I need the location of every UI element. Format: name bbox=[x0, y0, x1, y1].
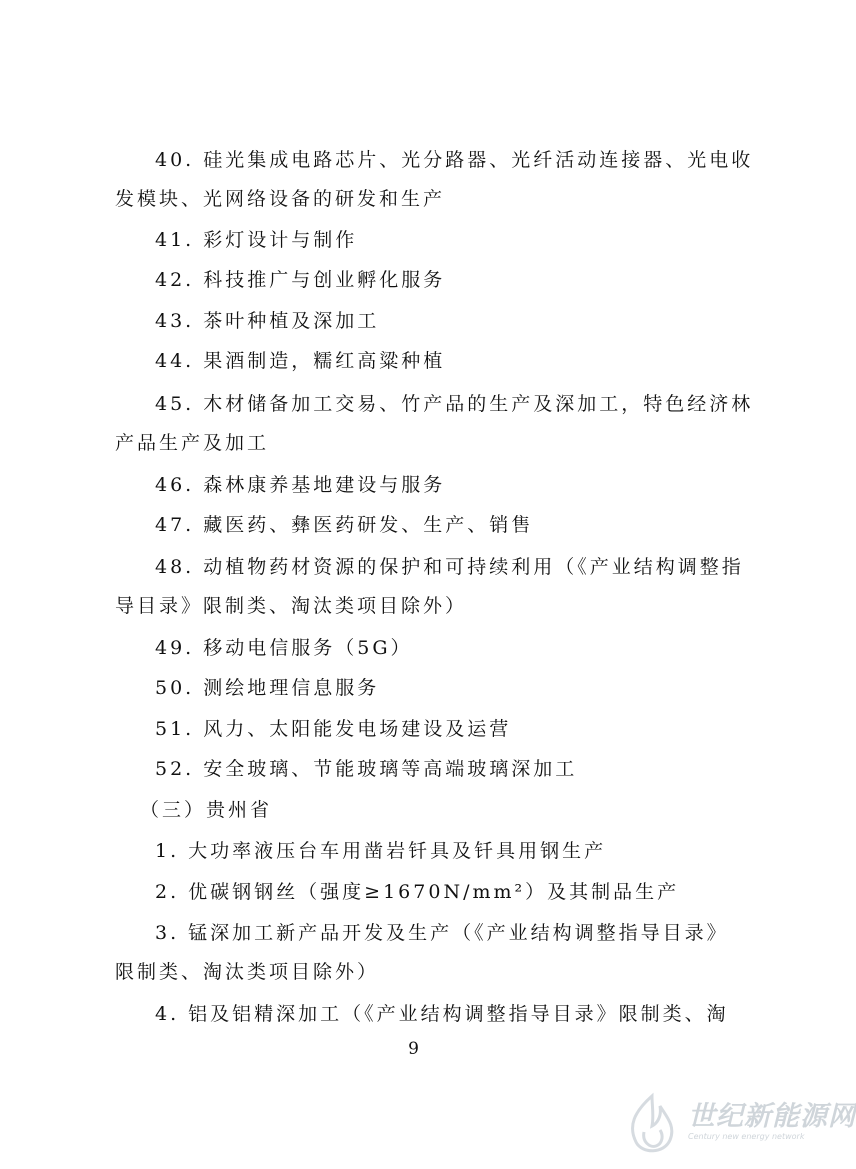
text-line: 4. 铝及铝精深加工（《产业结构调整指导目录》限制类、淘 bbox=[155, 1003, 729, 1025]
page-number: 9 bbox=[408, 1039, 419, 1059]
watermark-logo-subtext: Century new energy network bbox=[688, 1132, 805, 1141]
text-line: 2. 优碳钢钢丝（强度≥1670N/mm²）及其制品生产 bbox=[155, 881, 680, 903]
section-heading: （三）贵州省 bbox=[140, 799, 273, 821]
text-line: 52. 安全玻璃、节能玻璃等高端玻璃深加工 bbox=[155, 758, 578, 780]
text-line: 40. 硅光集成电路芯片、光分路器、光纤活动连接器、光电收 bbox=[155, 149, 754, 171]
flame-logo-icon bbox=[622, 1092, 682, 1158]
text-line: 48. 动植物药材资源的保护和可持续利用（《产业结构调整指 bbox=[155, 556, 744, 578]
watermark bbox=[622, 1092, 856, 1158]
text-line: 41. 彩灯设计与制作 bbox=[155, 229, 358, 251]
text-line: 发模块、光网络设备的研发和生产 bbox=[115, 188, 446, 210]
text-line: 1. 大功率液压台车用凿岩钎具及钎具用钢生产 bbox=[155, 840, 607, 862]
text-line: 导目录》限制类、淘汰类项目除外） bbox=[115, 595, 468, 617]
text-line: 50. 测绘地理信息服务 bbox=[155, 677, 380, 699]
text-line: 43. 茶叶种植及深加工 bbox=[155, 310, 380, 332]
text-line: 49. 移动电信服务（5G） bbox=[155, 637, 413, 659]
watermark-logo-text: 世纪新能源网 bbox=[688, 1101, 856, 1132]
text-line: 44. 果酒制造，糯红高粱种植 bbox=[155, 350, 446, 372]
text-line: 45. 木材储备加工交易、竹产品的生产及深加工，特色经济林 bbox=[155, 393, 754, 415]
text-line: 42. 科技推广与创业孵化服务 bbox=[155, 269, 446, 291]
text-line: 产品生产及加工 bbox=[115, 432, 270, 454]
text-line: 限制类、淘汰类项目除外） bbox=[115, 961, 380, 983]
text-line: 3. 锰深加工新产品开发及生产（《产业结构调整指导目录》 bbox=[155, 922, 729, 944]
text-line: 47. 藏医药、彝医药研发、生产、销售 bbox=[155, 514, 534, 536]
text-line: 46. 森林康养基地建设与服务 bbox=[155, 474, 446, 496]
text-line: 51. 风力、太阳能发电场建设及运营 bbox=[155, 718, 512, 740]
